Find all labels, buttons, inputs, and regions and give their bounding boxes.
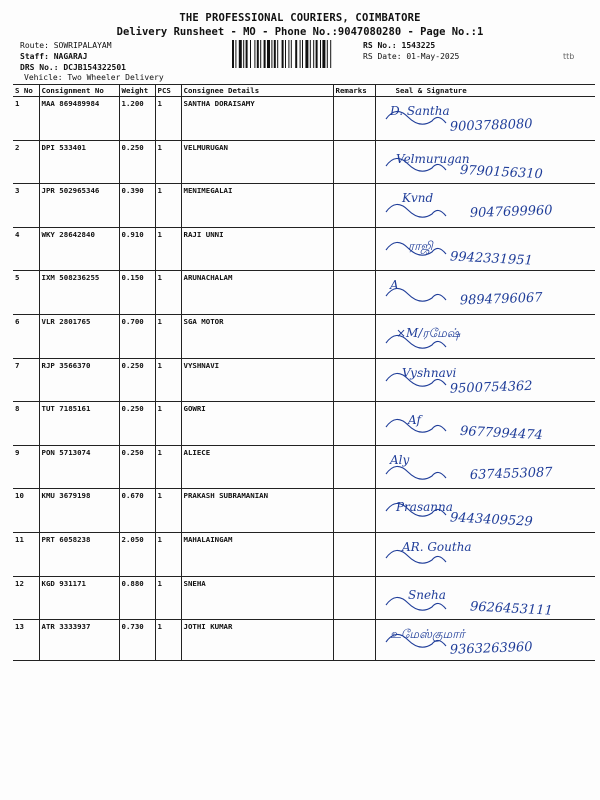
row-pcs: 1: [155, 314, 181, 358]
row-remarks: [333, 532, 375, 576]
table-header-row: [13, 85, 595, 97]
row-sno: 13: [13, 620, 39, 661]
row-consignment-no: WKY 28642840: [39, 227, 119, 271]
seal-signature-cell: [375, 271, 595, 315]
row-consignee-name: VYSHNAVI: [181, 358, 333, 402]
vehicle-label: Vehicle: Two Wheeler Delivery: [24, 73, 164, 82]
table-row: [13, 402, 595, 446]
signature-handwriting: [380, 188, 596, 226]
row-consignee-name: RAJI UNNI: [181, 227, 333, 271]
row-remarks: [333, 184, 375, 228]
row-consignee-name: SANTHA DORAISAMY: [181, 97, 333, 141]
rs-date: RS Date: 01-May-2025: [363, 52, 460, 61]
signature-name: Kvnd: [401, 191, 433, 206]
row-weight: 0.700: [119, 314, 155, 358]
row-consignment-no: PON 5713074: [39, 445, 119, 489]
signature-phone: 9942331951: [449, 249, 533, 269]
row-sno: 5: [13, 271, 39, 315]
row-weight: 0.250: [119, 445, 155, 489]
signature-name: Prasanna: [395, 500, 453, 515]
signature-handwriting: [380, 101, 596, 139]
table-row: [13, 227, 595, 271]
row-pcs: 1: [155, 402, 181, 446]
seal-signature-cell: [375, 314, 595, 358]
signature-name: Af: [407, 413, 421, 428]
drs-number: DRS No.: DCJB154322501: [20, 63, 126, 72]
seal-signature-cell: [375, 576, 595, 620]
row-pcs: 1: [155, 358, 181, 402]
row-pcs: 1: [155, 184, 181, 228]
row-consignee-name: GOWRI: [181, 402, 333, 446]
table-row: [13, 620, 595, 661]
row-pcs: 1: [155, 532, 181, 576]
row-consignee-name: JOTHI KUMAR: [181, 620, 333, 661]
row-consignment-no: TUT 7185161: [39, 402, 119, 446]
col-remarks: Remarks: [333, 85, 375, 97]
signature-handwriting: [380, 275, 596, 313]
row-consignee-name: MENIMEGALAI: [181, 184, 333, 228]
signature-name: Aly: [389, 452, 409, 467]
signature-phone: 9626453111: [469, 598, 553, 619]
row-remarks: [333, 227, 375, 271]
signature-phone: 9500754362: [449, 378, 533, 397]
signature-handwriting: [380, 319, 596, 357]
signature-phone: 9003788080: [449, 116, 533, 135]
table-row: [13, 271, 595, 315]
table-row: [13, 97, 595, 141]
row-weight: 0.150: [119, 271, 155, 315]
row-weight: 2.050: [119, 532, 155, 576]
margin-handwriting: ttb: [563, 52, 575, 61]
col-signature: Seal & Signature: [375, 85, 595, 97]
table-row: [13, 576, 595, 620]
row-remarks: [333, 140, 375, 184]
seal-signature-cell: [375, 184, 595, 228]
col-weight: Weight: [119, 85, 155, 97]
table-row: [13, 184, 595, 228]
signature-phone: 9047699960: [469, 203, 553, 222]
table-row: [13, 140, 595, 184]
seal-signature-cell: [375, 532, 595, 576]
signature-phone: 6374553087: [469, 464, 553, 483]
signature-scribble: [386, 205, 446, 218]
row-remarks: [333, 620, 375, 661]
signature-handwriting: [380, 232, 596, 270]
seal-signature-cell: [375, 402, 595, 446]
row-consignment-no: PRT 6058238: [39, 532, 119, 576]
row-pcs: 1: [155, 271, 181, 315]
col-sno: S No: [13, 85, 39, 97]
row-sno: 2: [13, 140, 39, 184]
row-sno: 10: [13, 489, 39, 533]
signature-phone: 9677994474: [459, 424, 543, 444]
row-sno: 4: [13, 227, 39, 271]
signature-phone: 9790156310: [459, 162, 543, 182]
row-remarks: [333, 358, 375, 402]
seal-signature-cell: [375, 445, 595, 489]
row-weight: 0.250: [119, 402, 155, 446]
row-consignee-name: ALIECE: [181, 445, 333, 489]
signature-handwriting: [380, 145, 596, 183]
route-label: Route: SOWRIPALAYAM: [20, 41, 112, 50]
row-consignment-no: JPR 502965346: [39, 184, 119, 228]
seal-signature-cell: [375, 97, 595, 141]
row-consignee-name: MAHALAINGAM: [181, 532, 333, 576]
signature-handwriting: [380, 624, 596, 662]
row-remarks: [333, 271, 375, 315]
row-pcs: 1: [155, 140, 181, 184]
signature-name: ராஜி: [407, 238, 433, 253]
row-sno: 12: [13, 576, 39, 620]
signature-name: Velmurugan: [395, 151, 470, 166]
row-weight: 0.910: [119, 227, 155, 271]
rs-number: RS No.: 1543225: [363, 41, 436, 50]
row-consignment-no: VLR 2801765: [39, 314, 119, 358]
row-sno: 11: [13, 532, 39, 576]
row-sno: 8: [13, 402, 39, 446]
signature-scribble: [386, 466, 446, 479]
row-remarks: [333, 402, 375, 446]
row-sno: 3: [13, 184, 39, 228]
row-consignment-no: ATR 3333937: [39, 620, 119, 661]
row-weight: 0.730: [119, 620, 155, 661]
row-remarks: [333, 314, 375, 358]
signature-handwriting: [380, 450, 596, 488]
table-row: [13, 445, 595, 489]
seal-signature-cell: [375, 358, 595, 402]
row-consignment-no: RJP 3566370: [39, 358, 119, 402]
col-consignee: Consignee Details: [181, 85, 333, 97]
runsheet-subtitle: Delivery Runsheet - MO - Phone No.:9047080280 - Page No.:1: [116, 26, 484, 38]
signature-handwriting: [380, 406, 596, 444]
row-weight: 0.250: [119, 140, 155, 184]
row-consignee-name: PRAKASH SUBRAMANIAN: [181, 489, 333, 533]
staff-label: Staff: NAGARAJ: [20, 52, 88, 61]
row-consignment-no: KGD 931171: [39, 576, 119, 620]
signature-handwriting: [380, 493, 596, 531]
row-consignment-no: IXM 508236255: [39, 271, 119, 315]
table-row: [13, 358, 595, 402]
signature-name: AR. Goutha: [401, 539, 472, 554]
row-consignee-name: VELMURUGAN: [181, 140, 333, 184]
col-consignment: Consignment No: [39, 85, 119, 97]
row-pcs: 1: [155, 576, 181, 620]
signature-handwriting: [380, 581, 596, 619]
table-row: [13, 489, 595, 533]
barcode: [232, 40, 356, 68]
row-pcs: 1: [155, 620, 181, 661]
row-remarks: [333, 489, 375, 533]
signature-name: Vyshnavi: [401, 365, 456, 380]
signature-name: Sneha: [407, 587, 446, 602]
seal-signature-cell: [375, 489, 595, 533]
runsheet-table: [13, 84, 595, 661]
row-pcs: 1: [155, 97, 181, 141]
row-remarks: [333, 445, 375, 489]
row-weight: 0.880: [119, 576, 155, 620]
row-weight: 0.670: [119, 489, 155, 533]
signature-name: D. Santha: [389, 104, 450, 118]
company-title: THE PROFESSIONAL COURIERS, COIMBATORE: [179, 12, 421, 24]
signature-handwriting: [380, 537, 596, 575]
row-pcs: 1: [155, 489, 181, 533]
row-remarks: [333, 97, 375, 141]
row-weight: 0.390: [119, 184, 155, 228]
signature-name: A: [389, 278, 399, 293]
signature-name: ×M/ரமேஷ்: [395, 325, 460, 340]
signature-phone: 9894796067: [459, 290, 543, 309]
row-consignment-no: MAA 869489984: [39, 97, 119, 141]
row-weight: 1.200: [119, 97, 155, 141]
row-sno: 9: [13, 445, 39, 489]
table-row: [13, 532, 595, 576]
seal-signature-cell: [375, 140, 595, 184]
seal-signature-cell: [375, 227, 595, 271]
row-consignee-name: SGA MOTOR: [181, 314, 333, 358]
signature-phone: 9363263960: [449, 639, 533, 658]
row-sno: 1: [13, 97, 39, 141]
signature-phone: 9443409529: [449, 510, 533, 531]
row-consignment-no: DPI 533401: [39, 140, 119, 184]
row-consignment-no: KMU 3679198: [39, 489, 119, 533]
row-consignee-name: ARUNACHALAM: [181, 271, 333, 315]
signature-name: உமேஸ்குமார்: [389, 627, 465, 642]
signature-handwriting: [380, 363, 596, 401]
col-pcs: PCS: [155, 85, 181, 97]
row-sno: 7: [13, 358, 39, 402]
row-sno: 6: [13, 314, 39, 358]
seal-signature-cell: [375, 620, 595, 661]
row-consignee-name: SNEHA: [181, 576, 333, 620]
row-pcs: 1: [155, 445, 181, 489]
row-pcs: 1: [155, 227, 181, 271]
row-remarks: [333, 576, 375, 620]
row-weight: 0.250: [119, 358, 155, 402]
table-row: [13, 314, 595, 358]
